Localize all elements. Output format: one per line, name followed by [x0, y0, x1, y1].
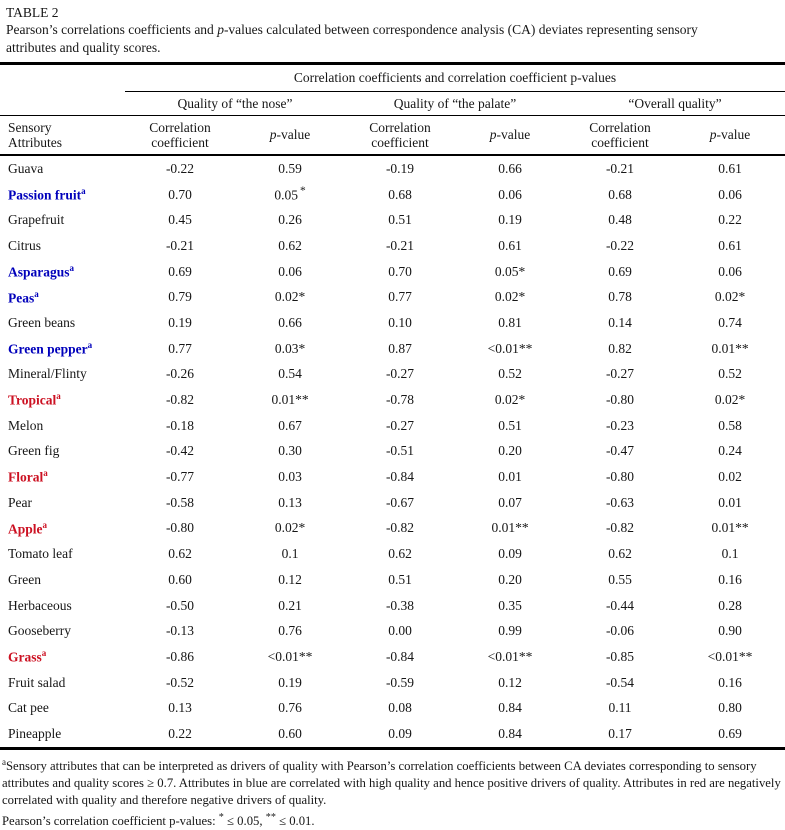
- value-cell: 0.61: [498, 237, 522, 253]
- value-cell: 0.06: [498, 186, 522, 202]
- value-cell: 0.09: [388, 725, 412, 741]
- value-cell: -0.63: [605, 494, 635, 510]
- significance-asterisk: *: [518, 263, 526, 279]
- value-cell: 0.01: [718, 494, 742, 510]
- value-cell: 0.11: [608, 700, 632, 716]
- attribute-name: Asparagus$^a$: [8, 262, 75, 280]
- value-cell: 0.51: [498, 417, 522, 433]
- value-cell: 0.02*: [494, 289, 526, 305]
- value-cell: 0.61: [718, 160, 742, 176]
- value-cell: 0.51: [388, 212, 412, 228]
- table-row: [0, 670, 785, 696]
- value-cell: 0.82: [608, 340, 632, 356]
- table-row: [0, 207, 785, 233]
- attribute-superscript: a: [41, 648, 47, 659]
- value-cell: 0.52: [498, 366, 522, 382]
- table-row: [0, 695, 785, 721]
- span-header-row: [0, 64, 785, 92]
- attribute-superscript: a: [43, 468, 48, 479]
- value-cell: 0.01: [498, 469, 522, 485]
- p-rest: -value: [716, 127, 751, 143]
- value-cell: 0.00: [388, 623, 412, 639]
- value-cell: -0.59: [385, 674, 415, 690]
- table-row: [0, 284, 785, 310]
- value-cell: -0.13: [165, 623, 195, 639]
- value-cell: 0.22: [718, 212, 742, 228]
- attribute-superscript: a: [42, 519, 48, 530]
- corr-header-line2: coefficient: [151, 135, 209, 150]
- value-cell: 0.06: [278, 263, 302, 279]
- value-cell: 0.74: [718, 314, 742, 330]
- attribute-name: Apple$^a$: [8, 519, 48, 537]
- value-cell: 0.30: [278, 443, 302, 459]
- value-cell: -0.52: [165, 674, 195, 690]
- value-cell: 0.1: [721, 546, 739, 562]
- value-cell: 0.45: [168, 212, 192, 228]
- value-cell: 0.10: [388, 314, 412, 330]
- empty-corner-cell: [0, 92, 125, 116]
- table-row: [0, 593, 785, 619]
- value-cell: 0.76: [278, 700, 302, 716]
- value-cell: 0.13: [278, 494, 302, 510]
- significance-asterisk: **: [515, 520, 529, 536]
- p-italic: p: [269, 127, 277, 143]
- table-row: [0, 464, 785, 490]
- empty-corner-cell: [0, 64, 125, 92]
- attribute-name: Green fig: [8, 443, 60, 459]
- table-row: [0, 439, 785, 465]
- value-cell: 0.05 *: [274, 185, 306, 203]
- value-cell: 0.06: [718, 186, 742, 202]
- corr-header-line1: Correlation: [589, 119, 651, 135]
- value-cell: -0.86: [165, 648, 195, 664]
- value-cell: 0.66: [498, 160, 522, 176]
- value-cell: -0.38: [385, 597, 415, 613]
- footnote-p-post: ≤ 0.01.: [275, 814, 315, 829]
- value-cell: -0.80: [605, 392, 635, 408]
- column-header-correlation-coefficient: [345, 116, 455, 156]
- value-cell: 0.01**: [711, 340, 749, 356]
- value-cell: 0.90: [718, 623, 742, 639]
- value-cell: -0.23: [605, 417, 635, 433]
- value-cell: 0.70: [168, 186, 192, 202]
- value-cell: 0.62: [278, 237, 302, 253]
- value-cell: <0.01**: [267, 648, 313, 664]
- value-cell: -0.82: [605, 520, 635, 536]
- column-header-correlation-coefficient: [125, 116, 235, 156]
- value-cell: -0.80: [605, 469, 635, 485]
- value-cell: 0.09: [498, 546, 522, 562]
- sub-header-row: [0, 116, 785, 156]
- value-cell: 0.62: [168, 546, 192, 562]
- table-row: [0, 336, 785, 362]
- value-cell: 0.68: [608, 186, 632, 202]
- significance-asterisk: **: [735, 520, 749, 536]
- span-header: Correlation coefficients and correlation coefficient p-values: [125, 64, 785, 92]
- value-cell: 0.70: [388, 263, 412, 279]
- value-cell: 0.19: [168, 314, 192, 330]
- value-cell: 0.08: [388, 700, 412, 716]
- value-cell: 0.28: [718, 597, 742, 613]
- attribute-name: Guava: [8, 160, 44, 176]
- value-cell: 0.20: [498, 443, 522, 459]
- value-cell: 0.69: [168, 263, 192, 279]
- value-cell: 0.80: [718, 700, 742, 716]
- caption-text-pre: Pearson’s correlations coefficients and: [6, 22, 218, 37]
- value-cell: 0.62: [608, 546, 632, 562]
- footnote-a-text: Sensory attributes that can be interpreted as drivers of quality with Pearson’s correlation coefficients between CA deviates corresponding to sensory attributes and quality scores ≥ 0.7. Attributes in blue are correlated with high quality and hence positive drivers of quality. Attributes in red are negatively correlated with quality and therefore negative drivers of quality.: [2, 759, 781, 808]
- significance-asterisk: *: [298, 520, 306, 536]
- value-cell: 0.01**: [711, 520, 749, 536]
- value-cell: 0.12: [278, 571, 302, 587]
- value-cell: -0.67: [385, 494, 415, 510]
- value-cell: 0.20: [498, 571, 522, 587]
- value-cell: 0.79: [168, 289, 192, 305]
- significance-asterisk: *: [738, 289, 746, 305]
- value-cell: 0.81: [498, 314, 522, 330]
- table-row: [0, 259, 785, 285]
- table-caption: [0, 21, 785, 57]
- value-cell: <0.01**: [707, 648, 753, 664]
- value-cell: -0.27: [385, 366, 415, 382]
- value-cell: 0.22: [168, 725, 192, 741]
- corr-header-line1: Correlation: [369, 119, 431, 135]
- significance-asterisk: **: [518, 648, 533, 664]
- footnote-pvalues: [2, 809, 783, 830]
- value-cell: -0.27: [385, 417, 415, 433]
- table-row: [0, 721, 785, 748]
- corr-header-line1: Correlation: [149, 119, 211, 135]
- value-cell: -0.21: [385, 237, 415, 253]
- value-cell: 0.67: [278, 417, 302, 433]
- attribute-name: Fruit salad: [8, 674, 66, 690]
- value-cell: 0.02*: [714, 392, 746, 408]
- attribute-superscript: a: [56, 391, 61, 402]
- correlation-table: [0, 62, 785, 750]
- value-cell: 0.26: [278, 212, 302, 228]
- value-cell: 0.01**: [271, 392, 309, 408]
- table-row: [0, 413, 785, 439]
- table-row: [0, 182, 785, 208]
- p-italic: p: [489, 127, 497, 143]
- attribute-name: Mineral/Flinty: [8, 366, 87, 382]
- value-cell: 0.76: [278, 623, 302, 639]
- value-cell: -0.78: [385, 392, 415, 408]
- significance-asterisk: *: [299, 185, 306, 198]
- column-header-p-value: [235, 116, 345, 156]
- value-cell: 0.62: [388, 546, 412, 562]
- value-cell: 0.78: [608, 289, 632, 305]
- value-cell: 0.69: [608, 263, 632, 279]
- value-cell: -0.44: [605, 597, 635, 613]
- group-header-nose: Quality of “the nose”: [125, 92, 345, 116]
- value-cell: -0.50: [165, 597, 195, 613]
- table-row: [0, 387, 785, 413]
- value-cell: -0.21: [165, 237, 195, 253]
- value-cell: -0.21: [605, 160, 635, 176]
- attribute-name: Citrus: [8, 237, 42, 253]
- value-cell: -0.84: [385, 469, 415, 485]
- table-row: [0, 490, 785, 516]
- value-cell: 0.21: [278, 597, 302, 613]
- value-cell: 0.07: [498, 494, 522, 510]
- attribute-name: Gooseberry: [8, 623, 71, 639]
- value-cell: 0.01**: [491, 520, 529, 536]
- value-cell: 0.1: [281, 546, 299, 562]
- value-cell: 0.61: [718, 237, 742, 253]
- attribute-name: Pineapple: [8, 725, 62, 741]
- value-cell: 0.19: [278, 674, 302, 690]
- p-rest: -value: [496, 127, 531, 143]
- value-cell: -0.84: [385, 648, 415, 664]
- value-cell: 0.84: [498, 700, 522, 716]
- p-rest: -value: [276, 127, 311, 143]
- attribute-name: Melon: [8, 417, 44, 433]
- value-cell: 0.87: [388, 340, 412, 356]
- value-cell: -0.42: [165, 443, 195, 459]
- value-cell: 0.59: [278, 160, 302, 176]
- column-header-p-value: [455, 116, 565, 156]
- value-cell: 0.02*: [494, 392, 526, 408]
- significance-asterisk: **: [298, 648, 313, 664]
- value-cell: 0.66: [278, 314, 302, 330]
- value-cell: 0.60: [278, 725, 302, 741]
- attribute-name: Green beans: [8, 314, 76, 330]
- attribute-superscript: a: [69, 262, 75, 273]
- value-cell: -0.22: [605, 237, 635, 253]
- value-cell: 0.02: [718, 469, 742, 485]
- table-row: [0, 362, 785, 388]
- value-cell: -0.19: [385, 160, 415, 176]
- attribute-name: Tomato leaf: [8, 546, 73, 562]
- attribute-name: Pear: [8, 494, 32, 510]
- attribute-name: Passion fruit$^a$: [8, 185, 86, 203]
- attribute-name: Tropical$^a$: [8, 391, 61, 408]
- attribute-name: Cat pee: [8, 700, 49, 716]
- value-cell: 0.02*: [274, 520, 306, 536]
- value-cell: -0.85: [605, 648, 635, 664]
- significance-asterisk: **: [518, 340, 533, 356]
- value-cell: <0.01**: [487, 648, 533, 664]
- value-cell: -0.54: [605, 674, 635, 690]
- value-cell: -0.26: [165, 366, 195, 382]
- value-cell: 0.02*: [714, 289, 746, 305]
- value-cell: -0.47: [605, 443, 635, 459]
- value-cell: 0.52: [718, 366, 742, 382]
- value-cell: 0.03*: [274, 340, 306, 356]
- sensory-header-line2: Attributes: [8, 135, 62, 150]
- column-header-correlation-coefficient: [565, 116, 675, 156]
- significance-asterisk: **: [295, 392, 309, 408]
- table-row: [0, 516, 785, 542]
- table-row: [0, 618, 785, 644]
- value-cell: 0.03: [278, 469, 302, 485]
- attribute-name: Floral$^a$: [8, 468, 48, 485]
- value-cell: 0.17: [608, 725, 632, 741]
- significance-asterisk: *: [298, 289, 306, 305]
- footnote-p-pre: Pearson’s correlation coefficient p-values:: [2, 814, 219, 829]
- value-cell: 0.58: [718, 417, 742, 433]
- attribute-name: Grapefruit: [8, 212, 65, 228]
- value-cell: 0.68: [388, 186, 412, 202]
- caption-italic-p: p: [217, 22, 224, 37]
- value-cell: 0.51: [388, 571, 412, 587]
- value-cell: 0.77: [168, 340, 192, 356]
- significance-asterisk: **: [735, 340, 749, 356]
- value-cell: -0.82: [385, 520, 415, 536]
- value-cell: 0.19: [498, 212, 522, 228]
- group-header-row: [0, 92, 785, 116]
- value-cell: -0.80: [165, 520, 195, 536]
- significance-asterisk: *: [518, 289, 526, 305]
- attribute-name: Green pepper$^a$: [8, 339, 93, 357]
- table-row: [0, 233, 785, 259]
- value-cell: 0.16: [718, 674, 742, 690]
- significance-asterisk: *: [298, 340, 306, 356]
- p-italic: p: [709, 127, 717, 143]
- value-cell: -0.27: [605, 366, 635, 382]
- value-cell: 0.24: [718, 443, 742, 459]
- attribute-name: Green: [8, 571, 41, 587]
- footnote-p-mid: ≤ 0.05,: [223, 814, 266, 829]
- value-cell: 0.13: [168, 700, 192, 716]
- footnote-star-single: *: [218, 812, 224, 824]
- table-body: [0, 155, 785, 748]
- value-cell: 0.84: [498, 725, 522, 741]
- table-label: TABLE 2: [6, 5, 59, 20]
- column-header-sensory-attributes: [0, 116, 125, 156]
- significance-asterisk: *: [518, 392, 526, 408]
- attribute-superscript: a: [34, 288, 39, 299]
- significance-asterisk: *: [738, 392, 746, 408]
- table-row: [0, 644, 785, 670]
- value-cell: -0.51: [385, 443, 415, 459]
- value-cell: 0.12: [498, 674, 522, 690]
- sensory-header-line1: Sensory: [8, 119, 52, 135]
- footnote-a-sup: a: [2, 756, 6, 767]
- value-cell: -0.22: [165, 160, 195, 176]
- table-row: [0, 310, 785, 336]
- value-cell: 0.14: [608, 314, 632, 330]
- attribute-superscript: a: [87, 339, 93, 350]
- value-cell: 0.55: [608, 571, 632, 587]
- value-cell: 0.48: [608, 212, 632, 228]
- table-row: [0, 567, 785, 593]
- corr-header-line2: coefficient: [591, 135, 649, 150]
- value-cell: 0.69: [718, 725, 742, 741]
- group-header-overall: “Overall quality”: [565, 92, 785, 116]
- table-row: [0, 155, 785, 182]
- attribute-superscript: a: [81, 185, 86, 196]
- value-cell: 0.60: [168, 571, 192, 587]
- value-cell: <0.01**: [487, 340, 533, 356]
- footnotes: [0, 754, 785, 830]
- value-cell: 0.99: [498, 623, 522, 639]
- value-cell: 0.06: [718, 263, 742, 279]
- value-cell: 0.05*: [494, 263, 526, 279]
- value-cell: -0.58: [165, 494, 195, 510]
- footnote-a: [2, 754, 783, 809]
- value-cell: 0.77: [388, 289, 412, 305]
- corr-header-line2: coefficient: [371, 135, 429, 150]
- table-row: [0, 541, 785, 567]
- value-cell: 0.35: [498, 597, 522, 613]
- value-cell: -0.82: [165, 392, 195, 408]
- group-header-palate: Quality of “the palate”: [345, 92, 565, 116]
- significance-asterisk: **: [738, 648, 753, 664]
- value-cell: -0.77: [165, 469, 195, 485]
- attribute-name: Peas$^a$: [8, 288, 39, 306]
- value-cell: -0.18: [165, 417, 195, 433]
- caption-text-post: -values calculated between correspondence analysis (CA) deviates representing sensory attributes and quality scores.: [6, 22, 698, 55]
- attribute-name: Grass$^a$: [8, 648, 47, 665]
- value-cell: 0.02*: [274, 289, 306, 305]
- value-cell: -0.06: [605, 623, 635, 639]
- footnote-star-double: **: [265, 812, 276, 824]
- value-cell: 0.54: [278, 366, 302, 382]
- value-cell: 0.16: [718, 571, 742, 587]
- column-header-p-value: [675, 116, 785, 156]
- attribute-name: Herbaceous: [8, 597, 72, 613]
